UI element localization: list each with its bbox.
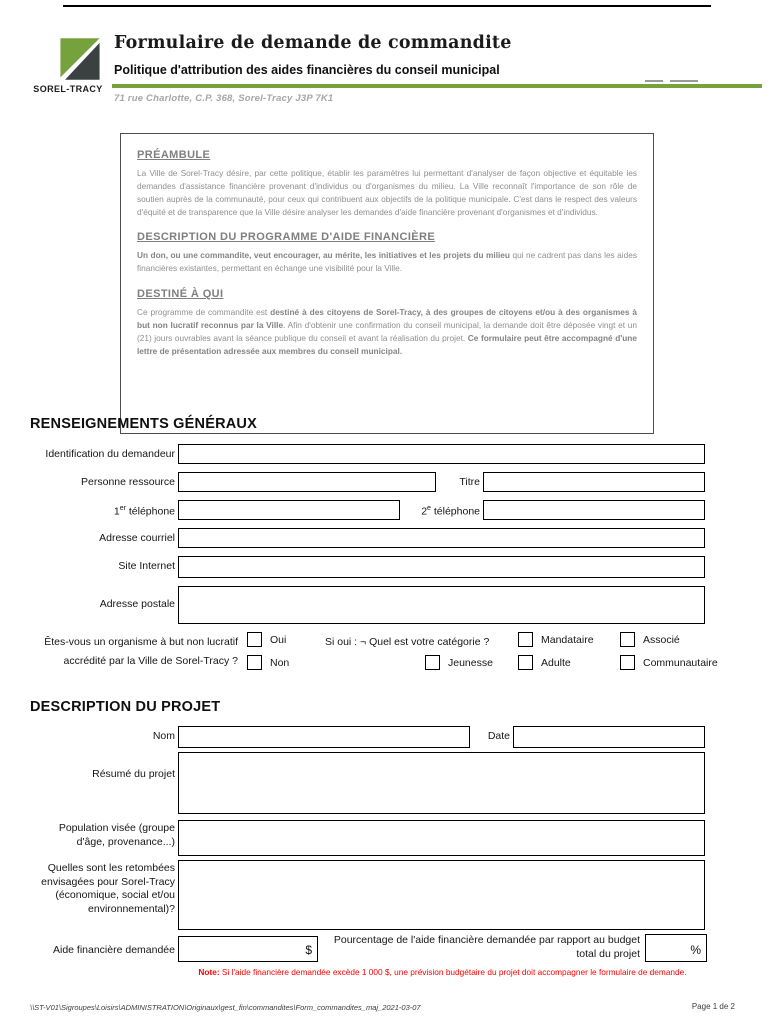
nom-input[interactable] — [178, 726, 470, 748]
checkbox-mandataire[interactable] — [518, 632, 533, 647]
obnl-question-line1: Êtes-vous un organisme à but non lucratif — [44, 636, 238, 648]
top-rule — [63, 5, 711, 7]
section-renseignements-title: RENSEIGNEMENTS GÉNÉRAUX — [30, 416, 257, 432]
intro-box — [120, 133, 654, 434]
site-internet-input[interactable] — [178, 556, 705, 578]
population-label: Population visée (groupe d'âge, provenance...) — [58, 822, 175, 848]
destine-body: Ce programme de commandite est destiné à des citoyens de Sorel-Tracy, à des groupes de citoyens et/ou à des organismes à but non lucratif reconnus par la Ville. Afin d'obtenir une confirmation du conseil municipal, la demande doit être déposée vingt et un (21) jours ouvrables avant la séance publique du conseil et avant la réalisation du projet. Ce formulaire peut être accompagné d'une lettre de présentation adressée aux membres du conseil municipal. — [137, 307, 638, 356]
identification-input[interactable] — [178, 444, 705, 464]
pourcentage-label: Pourcentage de l'aide financière demandée par rapport au budget total du projet — [333, 934, 640, 960]
courriel-label: Adresse courriel — [99, 532, 175, 544]
retombees-label: Quelles sont les retombées envisagées pour Sorel-Tracy (économique, social et/ou environnemental)? — [41, 862, 175, 915]
checkbox-adulte[interactable] — [518, 655, 533, 670]
personne-ressource-label: Personne ressource — [81, 476, 175, 488]
date-input[interactable] — [513, 726, 705, 748]
address-line: 71 rue Charlotte, C.P. 368, Sorel-Tracy J3P 7K1 — [114, 93, 334, 104]
telephone1-input[interactable] — [178, 500, 400, 520]
obnl-question-line2: accrédité par la Ville de Sorel-Tracy ? — [63, 655, 238, 667]
pourcentage-input[interactable] — [645, 934, 707, 962]
footer-file-path: \\ST-V01\Sigroupes\Loisirs\ADMINISTRATION\Originaux\gest_fin\commandites\Form_commandites_maj_2021-03-07 — [30, 1003, 421, 1012]
personne-ressource-input[interactable] — [178, 472, 436, 492]
titre-input[interactable] — [483, 472, 705, 492]
checkbox-jeunesse-label: Jeunesse — [448, 657, 493, 669]
green-divider — [112, 84, 762, 88]
page-subtitle: Politique d'attribution des aides financières du conseil municipal — [114, 63, 500, 77]
footer-page-number: Page 1 de 2 — [691, 1002, 735, 1011]
checkbox-associe[interactable] — [620, 632, 635, 647]
section-projet-title: DESCRIPTION DU PROJET — [30, 699, 221, 715]
identification-label: Identification du demandeur — [45, 448, 175, 460]
gray-dash — [670, 80, 698, 82]
checkbox-non-label: Non — [270, 657, 290, 669]
aide-label: Aide financière demandée — [52, 944, 175, 956]
logo-wordmark: SOREL-TRACY — [33, 84, 103, 94]
titre-label: Titre — [459, 476, 480, 488]
checkbox-oui-label: Oui — [270, 634, 287, 646]
percent-sign: % — [690, 943, 701, 957]
telephone2-label: 2e téléphone — [421, 505, 480, 518]
programme-body: Un don, ou une commandite, veut encourager, au mérite, les initiatives et les projets du milieu qui ne cadrent pas dans les aides financières existantes, permettant en échange une visibilité pour la Ville. — [137, 250, 637, 274]
destine-heading: DESTINÉ À QUI — [137, 288, 224, 301]
adresse-postale-input[interactable] — [178, 586, 705, 624]
budget-note: Note: Si l'aide financière demandée excède 1 000 $, une prévision budgétaire du projet doit accompagner le formulaire de demande. — [198, 967, 687, 977]
dollar-sign: $ — [305, 943, 312, 957]
site-internet-label: Site Internet — [118, 560, 175, 572]
resume-input[interactable] — [178, 752, 705, 814]
resume-label: Résumé du projet — [92, 768, 175, 780]
nom-label: Nom — [152, 730, 175, 742]
courriel-input[interactable] — [178, 528, 705, 548]
checkbox-associe-label: Associé — [643, 634, 680, 646]
checkbox-mandataire-label: Mandataire — [541, 634, 594, 646]
population-input[interactable] — [178, 820, 705, 856]
checkbox-adulte-label: Adulte — [541, 657, 571, 669]
preambule-heading: PRÉAMBULE — [137, 149, 211, 161]
sorel-tracy-logo-icon — [57, 36, 103, 82]
date-label: Date — [487, 730, 510, 742]
checkbox-communautaire-label: Communautaire — [643, 657, 718, 669]
programme-heading: DESCRIPTION DU PROGRAMME D'AIDE FINANCIÈRE — [137, 231, 436, 244]
checkbox-oui[interactable] — [247, 632, 262, 647]
page-title: Formulaire de demande de commandite — [114, 33, 512, 53]
checkbox-communautaire[interactable] — [620, 655, 635, 670]
retombees-input[interactable] — [178, 860, 705, 930]
preambule-body: La Ville de Sorel-Tracy désire, par cette politique, établir les paramètres lui permettant d'analyser de façon objective et équitable les demandes d'assistance financière provenant d'individus ou d'organismes du milieu. La Ville reconnaît l'importance de son rôle de soutien auprès de la communauté, pour ceux qui contribuent aux objectifs de la politique municipale. C'est dans le respect des valeurs d'équité et de transparence que la Ville désire analyser les demandes d'aide financière provenant d'organismes et d'individus. — [137, 168, 637, 217]
adresse-postale-label: Adresse postale — [99, 598, 175, 610]
telephone1-label: 1er téléphone — [113, 505, 175, 518]
checkbox-jeunesse[interactable] — [425, 655, 440, 670]
aide-input[interactable] — [178, 936, 318, 962]
categorie-question: Si oui : ¬ Quel est votre catégorie ? — [325, 636, 490, 648]
gray-dash — [645, 80, 663, 82]
telephone2-input[interactable] — [483, 500, 705, 520]
checkbox-non[interactable] — [247, 655, 262, 670]
